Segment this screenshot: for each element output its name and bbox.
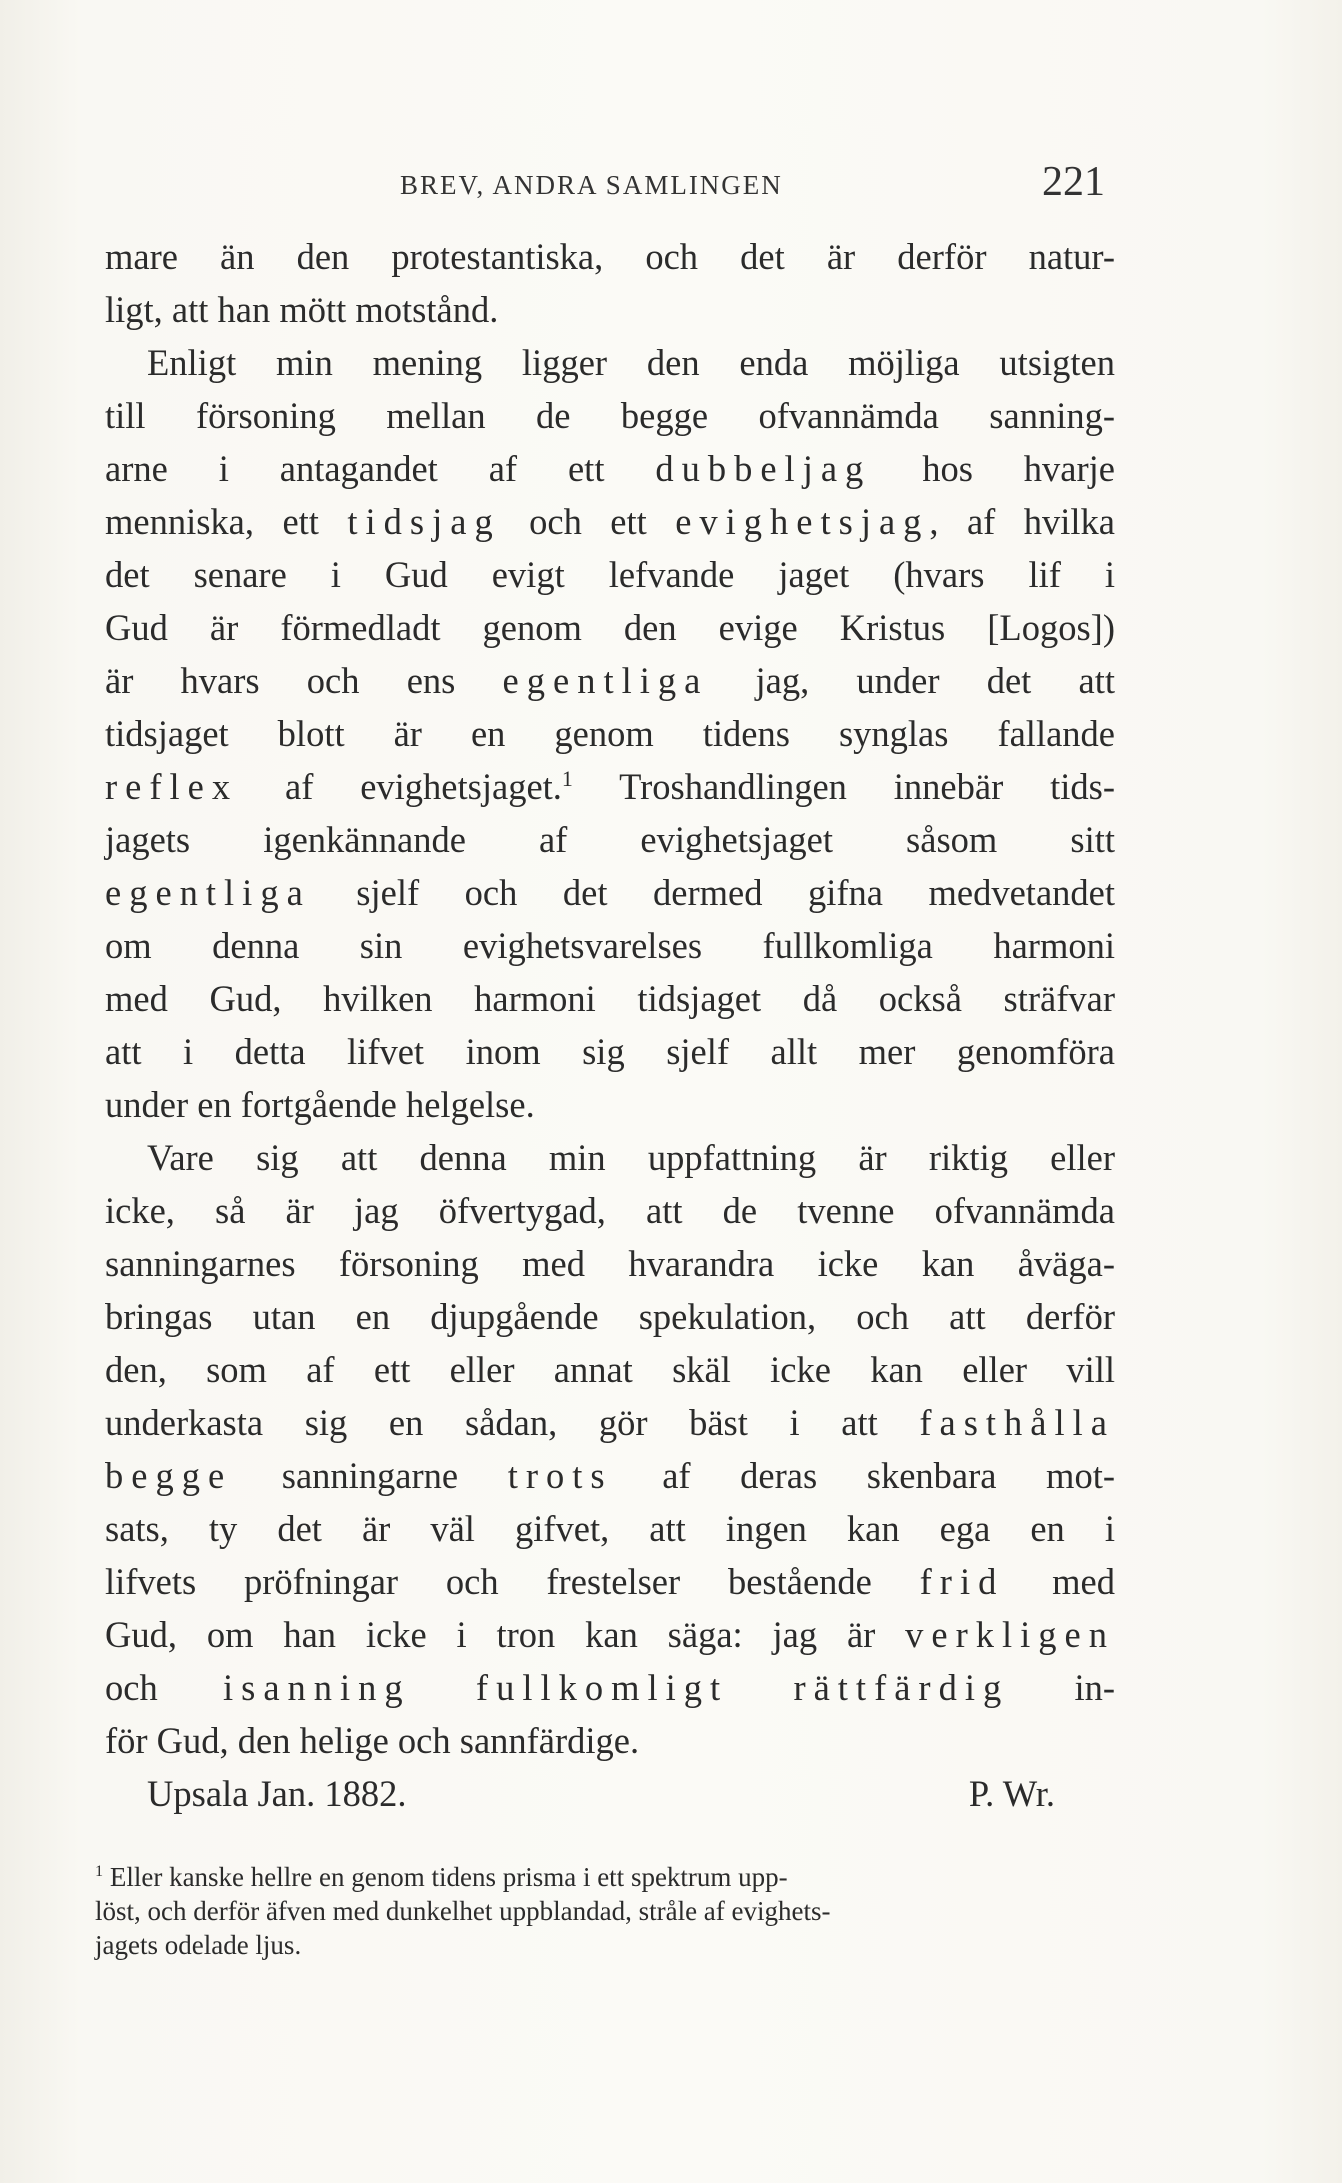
text-line: till försoning mellan de begge ofvannämda sanning- [105,395,1115,436]
page-header [105,158,1105,208]
signature-author: P. Wr. [968,1773,1055,1814]
text-line: tidsjaget blott är en genom tidens synglas fallande [105,713,1115,754]
footnote-line: löst, och derför äfven med dunkelhet uppblandad, stråle af evighets- [95,1896,831,1926]
footnote-line: $^1$ Eller kanske hellre en genom tidens prisma i ett spektrum upp- [95,1862,788,1892]
text-line: med Gud, hvilken harmoni tidsjaget då också sträfvar [105,978,1115,1019]
text-line: underkasta sig en sådan, gör bäst i att fasthålla [105,1402,1115,1443]
spaced-emphasis: fullkomligt [475,1667,729,1708]
spaced-emphasis: fasthålla [919,1402,1115,1443]
text-line: sats, ty det är väl gifvet, att ingen kan ega en i [105,1508,1115,1549]
text-line: för Gud, den helige och sannfärdige. [105,1720,640,1761]
text-line: egentliga sjelf och det dermed gifna medvetandet [105,872,1115,913]
spaced-emphasis: begge [105,1455,233,1496]
spaced-emphasis: evighetsjag [675,501,930,542]
text-line: och isanning fullkomligt rättfärdig in- [105,1667,1116,1708]
text-line: reflex af evighetsjaget.$^1$ Troshandlingen innebär tids- [105,765,1115,807]
signature-place-date: Upsala Jan. 1882. [147,1773,407,1814]
running-head: BREV, ANDRA SAMLINGEN [400,170,783,200]
footnote-line: jagets odelade ljus. [95,1930,302,1960]
text-line: ligt, att han mött motstånd. [105,289,499,330]
spaced-emphasis: egentliga [502,660,709,701]
spaced-emphasis: frid [919,1561,1005,1602]
body-text [105,230,1115,1820]
spaced-emphasis: egentliga [105,872,311,913]
text-line: bringas utan en djupgående spekulation, och att derför [105,1296,1115,1337]
text-line: icke, så är jag öfvertygad, att de tvenne ofvannämda [105,1190,1115,1231]
text-line: Gud, om han icke i tron kan säga: jag är verkligen [105,1614,1115,1655]
text-line: att i detta lifvet inom sig sjelf allt mer genomföra [105,1031,1115,1072]
text-line: om denna sin evighetsvarelses fullkomliga harmoni [105,925,1115,966]
footnote-marker: 1 [561,765,573,791]
text-line: är hvars och ens egentliga jag, under det att [105,660,1115,701]
spaced-emphasis: tidsjag [347,501,501,542]
spaced-emphasis: rättfärdig [793,1667,1010,1708]
text-line: det senare i Gud evigt lefvande jaget (hvars lif i [105,554,1115,595]
text-line: jagets igenkännande af evighetsjaget såsom sitt [105,819,1115,860]
spaced-emphasis: dubbeljag [655,448,872,489]
text-line: den, som af ett eller annat skäl icke kan eller vill [105,1349,1115,1390]
spaced-emphasis: isanning [222,1667,411,1708]
spaced-emphasis: reflex [105,766,239,807]
text-line: begge sanningarne trots af deras skenbara mot- [105,1455,1115,1496]
spaced-emphasis: verkligen [905,1614,1115,1655]
text-line: sanningarnes försoning med hvarandra icke kan åväga- [105,1243,1115,1284]
page-number: 221 [1042,159,1105,205]
spaced-emphasis: trots [507,1455,613,1496]
text-line: under en fortgående helgelse. [105,1084,535,1125]
text-line: arne i antagandet af ett dubbeljag hos hvarje [105,448,1115,489]
text-line: mare än den protestantiska, och det är derför natur- [105,236,1115,277]
paragraph-start: Vare sig att denna min uppfattning är riktig eller [147,1137,1115,1178]
footnote [95,1860,1115,1962]
text-line: lifvets pröfningar och frestelser bestående frid med [105,1561,1115,1602]
signature-row [105,1767,1115,1820]
footnote-marker: 1 [95,1862,104,1880]
text-line: Gud är förmedladt genom den evige Kristus [Logos]) [105,607,1115,648]
paragraph-start: Enligt min mening ligger den enda möjliga utsigten [147,342,1115,383]
text-line: menniska, ett tidsjag och ett evighetsjag, af hvilka [105,501,1116,542]
